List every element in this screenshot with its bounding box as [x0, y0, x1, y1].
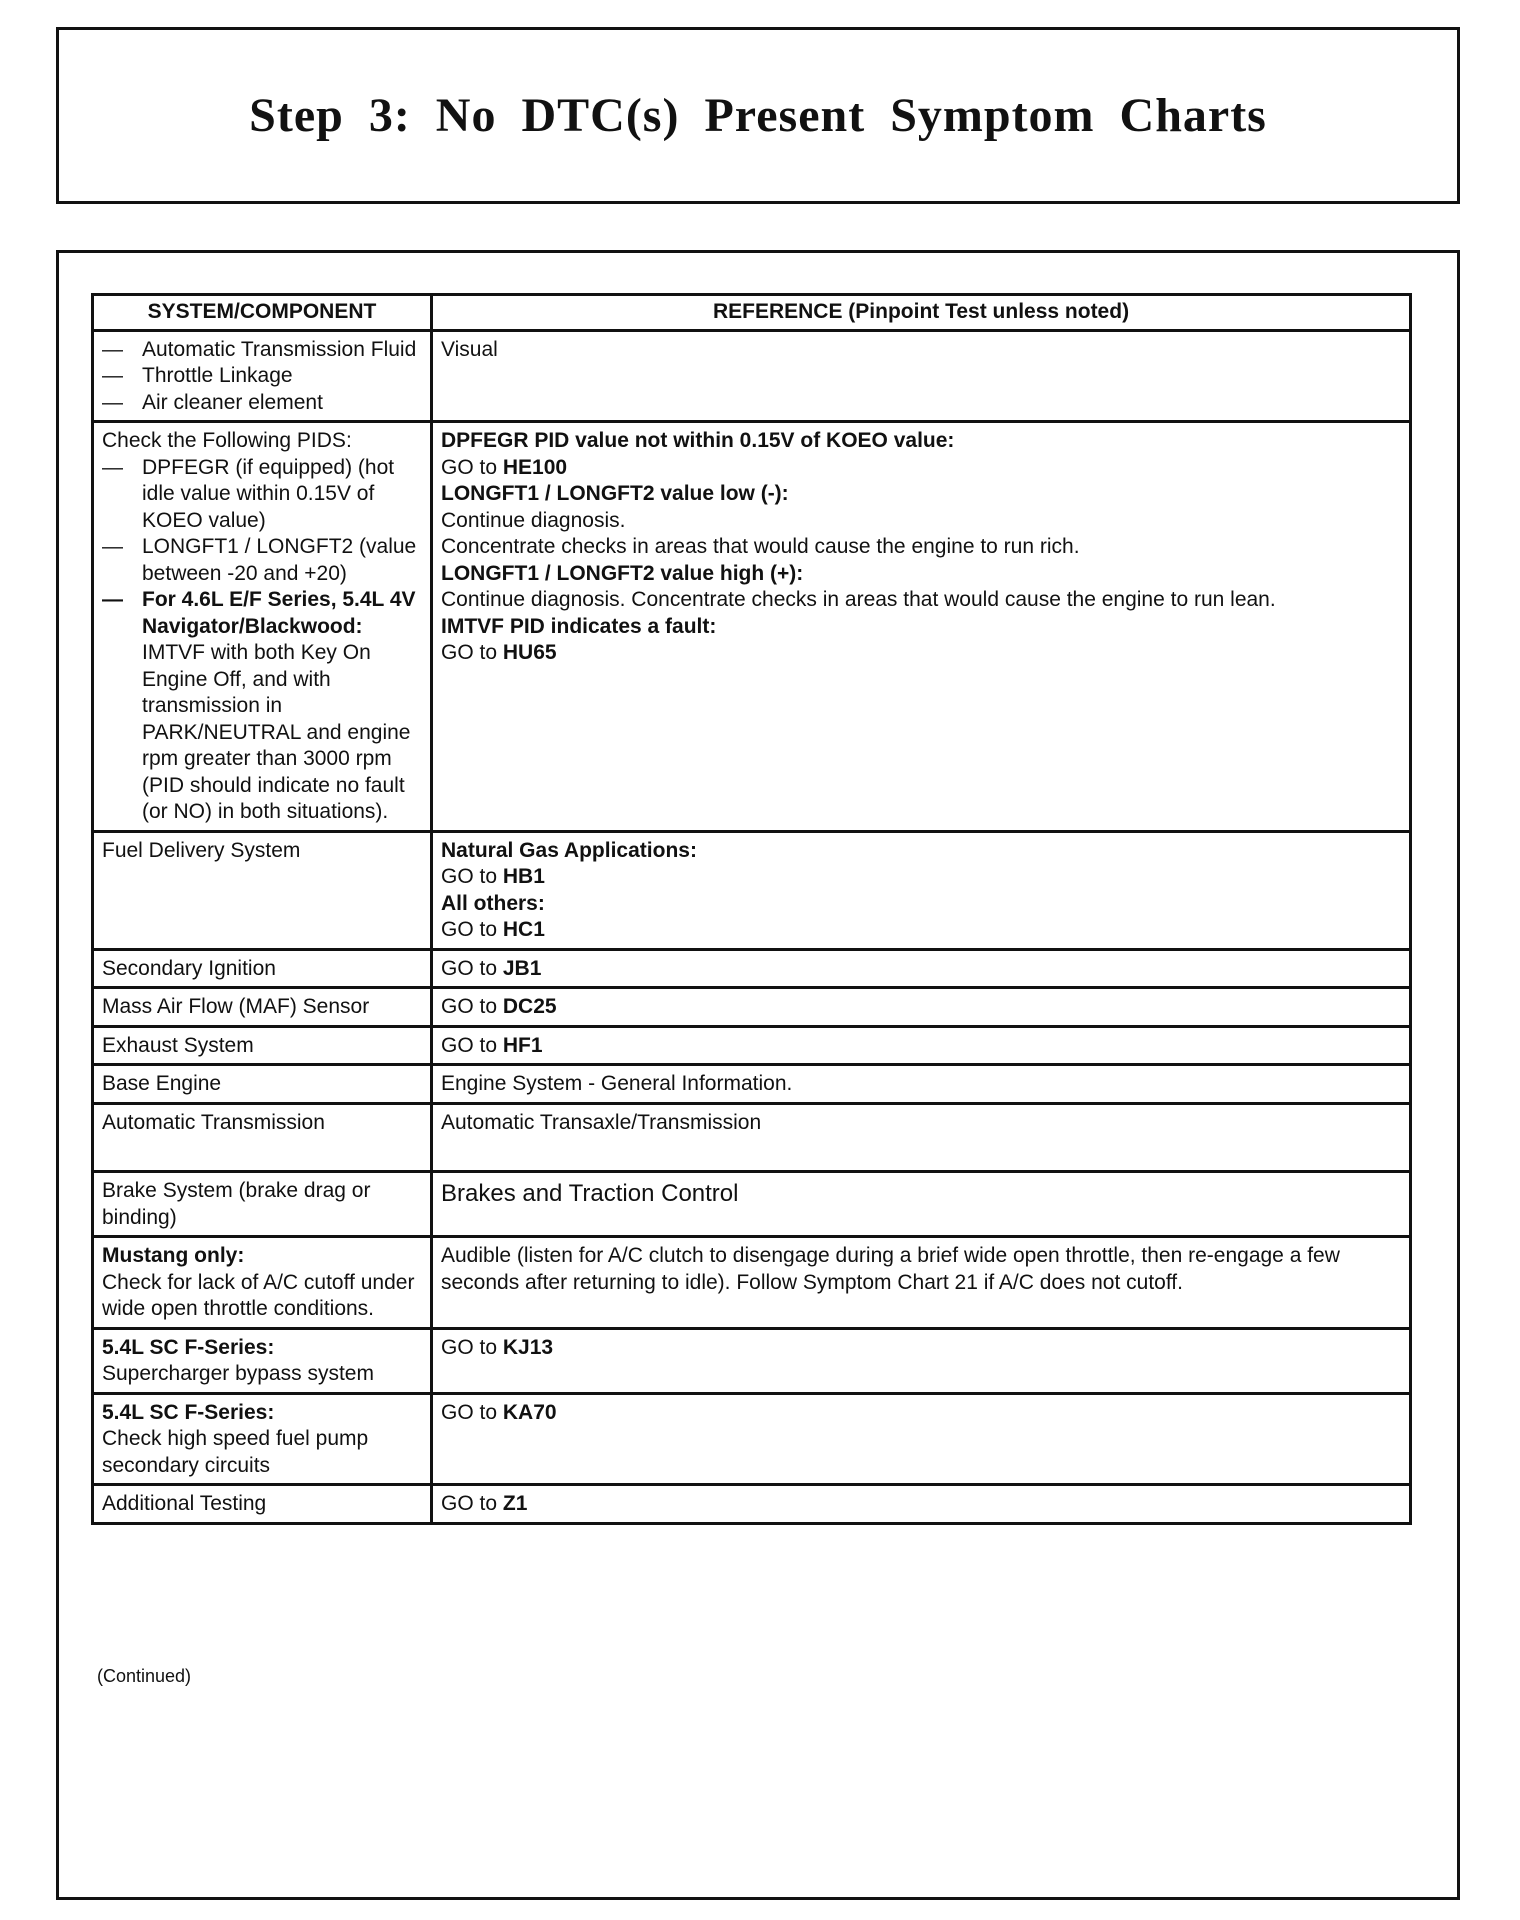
continued-note: (Continued)	[97, 1666, 192, 1686]
system-cell: Secondary Ignition	[93, 949, 432, 988]
table-row	[93, 330, 1411, 422]
table-row	[93, 1103, 1411, 1172]
pinpoint-test-code: HU65	[502, 641, 557, 664]
reference-cell: Natural Gas Applications: GO to HB1 All others: GO to HC1	[432, 831, 1411, 949]
system-cell: Base Engine	[93, 1065, 432, 1104]
system-cell: Mass Air Flow (MAF) Sensor	[93, 988, 432, 1027]
page-title: Step 3: No DTC(s) Present Symptom Charts	[249, 89, 1267, 142]
pinpoint-test-code: DC25	[502, 995, 557, 1018]
pinpoint-test-code: HF1	[502, 1033, 543, 1057]
table-header-row	[93, 295, 1411, 331]
list-item: — DPFEGR (if equipped) (hot idle value within 0.15V of KOEO value)	[102, 455, 395, 532]
table-row	[93, 831, 1411, 949]
system-cell: 5.4L SC F-Series: Check high speed fuel pump secondary circuits	[93, 1393, 432, 1485]
table-row	[93, 949, 1411, 988]
table-row	[93, 422, 1411, 832]
reference-cell: Audible (listen for A/C clutch to disengage during a brief wide open throttle, then re-engage a few seconds after returning to idle). Follow Symptom Chart 21 if A/C does not cutoff.	[432, 1237, 1411, 1329]
pinpoint-test-code: KA70	[502, 1400, 557, 1424]
list-item: — Air cleaner element	[102, 390, 323, 414]
reference-cell: Visual	[432, 330, 1411, 422]
pinpoint-test-code: HB1	[502, 865, 545, 888]
system-cell: 5.4L SC F-Series: Supercharger bypass system	[93, 1328, 432, 1393]
reference-cell: Engine System - General Information.	[432, 1065, 1411, 1104]
system-cell: Fuel Delivery System	[93, 831, 432, 949]
pinpoint-test-code: KJ13	[502, 1335, 554, 1359]
table-row	[93, 1065, 1411, 1104]
system-cell: Additional Testing	[93, 1485, 432, 1524]
table-row	[93, 1485, 1411, 1524]
reference-cell: GO to Z1	[432, 1485, 1411, 1524]
reference-cell: DPFEGR PID value not within 0.15V of KOEO value: GO to HE100 LONGFT1 / LONGFT2 value low (-): Continue diagnosis. Concentrate checks in areas that would cause the engine to run rich. LONGFT1 / LONGFT2 value high (+): Continue diagnosis. Concentrate checks in areas that would cause the engine to run lean. IMTVF PID indicates a fault: GO to HU65	[432, 422, 1411, 832]
reference-cell: GO to HF1	[432, 1026, 1411, 1065]
reference-cell: Brakes and Traction Control	[432, 1172, 1411, 1237]
symptom-chart-table	[91, 293, 1412, 1525]
pinpoint-test-code: JB1	[502, 956, 542, 980]
list-item: — Throttle Linkage	[102, 364, 293, 387]
reference-cell: Automatic Transaxle/Transmission	[432, 1103, 1411, 1172]
header-system-component: SYSTEM/COMPONENT	[93, 295, 432, 331]
system-cell: Automatic Transmission	[93, 1103, 432, 1172]
table-row	[93, 988, 1411, 1027]
symptom-chart-panel	[56, 250, 1460, 1900]
list-item: — For 4.6L E/F Series, 5.4L 4V Navigator/Blackwood: IMTVF with both Key On Engine Off, and with transmission in PARK/NEUTRAL and engine rpm greater than 3000 rpm (PID should indicate no fault (or NO) in both situations).	[102, 588, 416, 823]
table-row	[93, 1026, 1411, 1065]
system-cell: Brake System (brake drag or binding)	[93, 1172, 432, 1237]
system-cell	[93, 422, 432, 832]
system-cell: Mustang only: Check for lack of A/C cutoff under wide open throttle conditions.	[93, 1237, 432, 1329]
table-row	[93, 1393, 1411, 1485]
table-row	[93, 1237, 1411, 1329]
table-row	[93, 1328, 1411, 1393]
list-item: — LONGFT1 / LONGFT2 (value between -20 and +20)	[102, 535, 417, 585]
table-row	[93, 1172, 1411, 1237]
reference-cell: GO to DC25	[432, 988, 1411, 1027]
list-item: — Automatic Transmission Fluid	[102, 337, 417, 361]
system-cell: Exhaust System	[93, 1026, 432, 1065]
pinpoint-test-code: Z1	[502, 1492, 528, 1515]
pinpoint-test-code: HC1	[502, 918, 545, 941]
pids-intro: Check the Following PIDS:	[102, 429, 352, 452]
system-cell	[93, 330, 432, 422]
reference-cell: GO to JB1	[432, 949, 1411, 988]
reference-cell: GO to KJ13	[432, 1328, 1411, 1393]
header-reference: REFERENCE (Pinpoint Test unless noted)	[432, 295, 1411, 331]
title-box	[56, 27, 1460, 204]
pinpoint-test-code: HE100	[502, 455, 568, 479]
reference-cell: GO to KA70	[432, 1393, 1411, 1485]
